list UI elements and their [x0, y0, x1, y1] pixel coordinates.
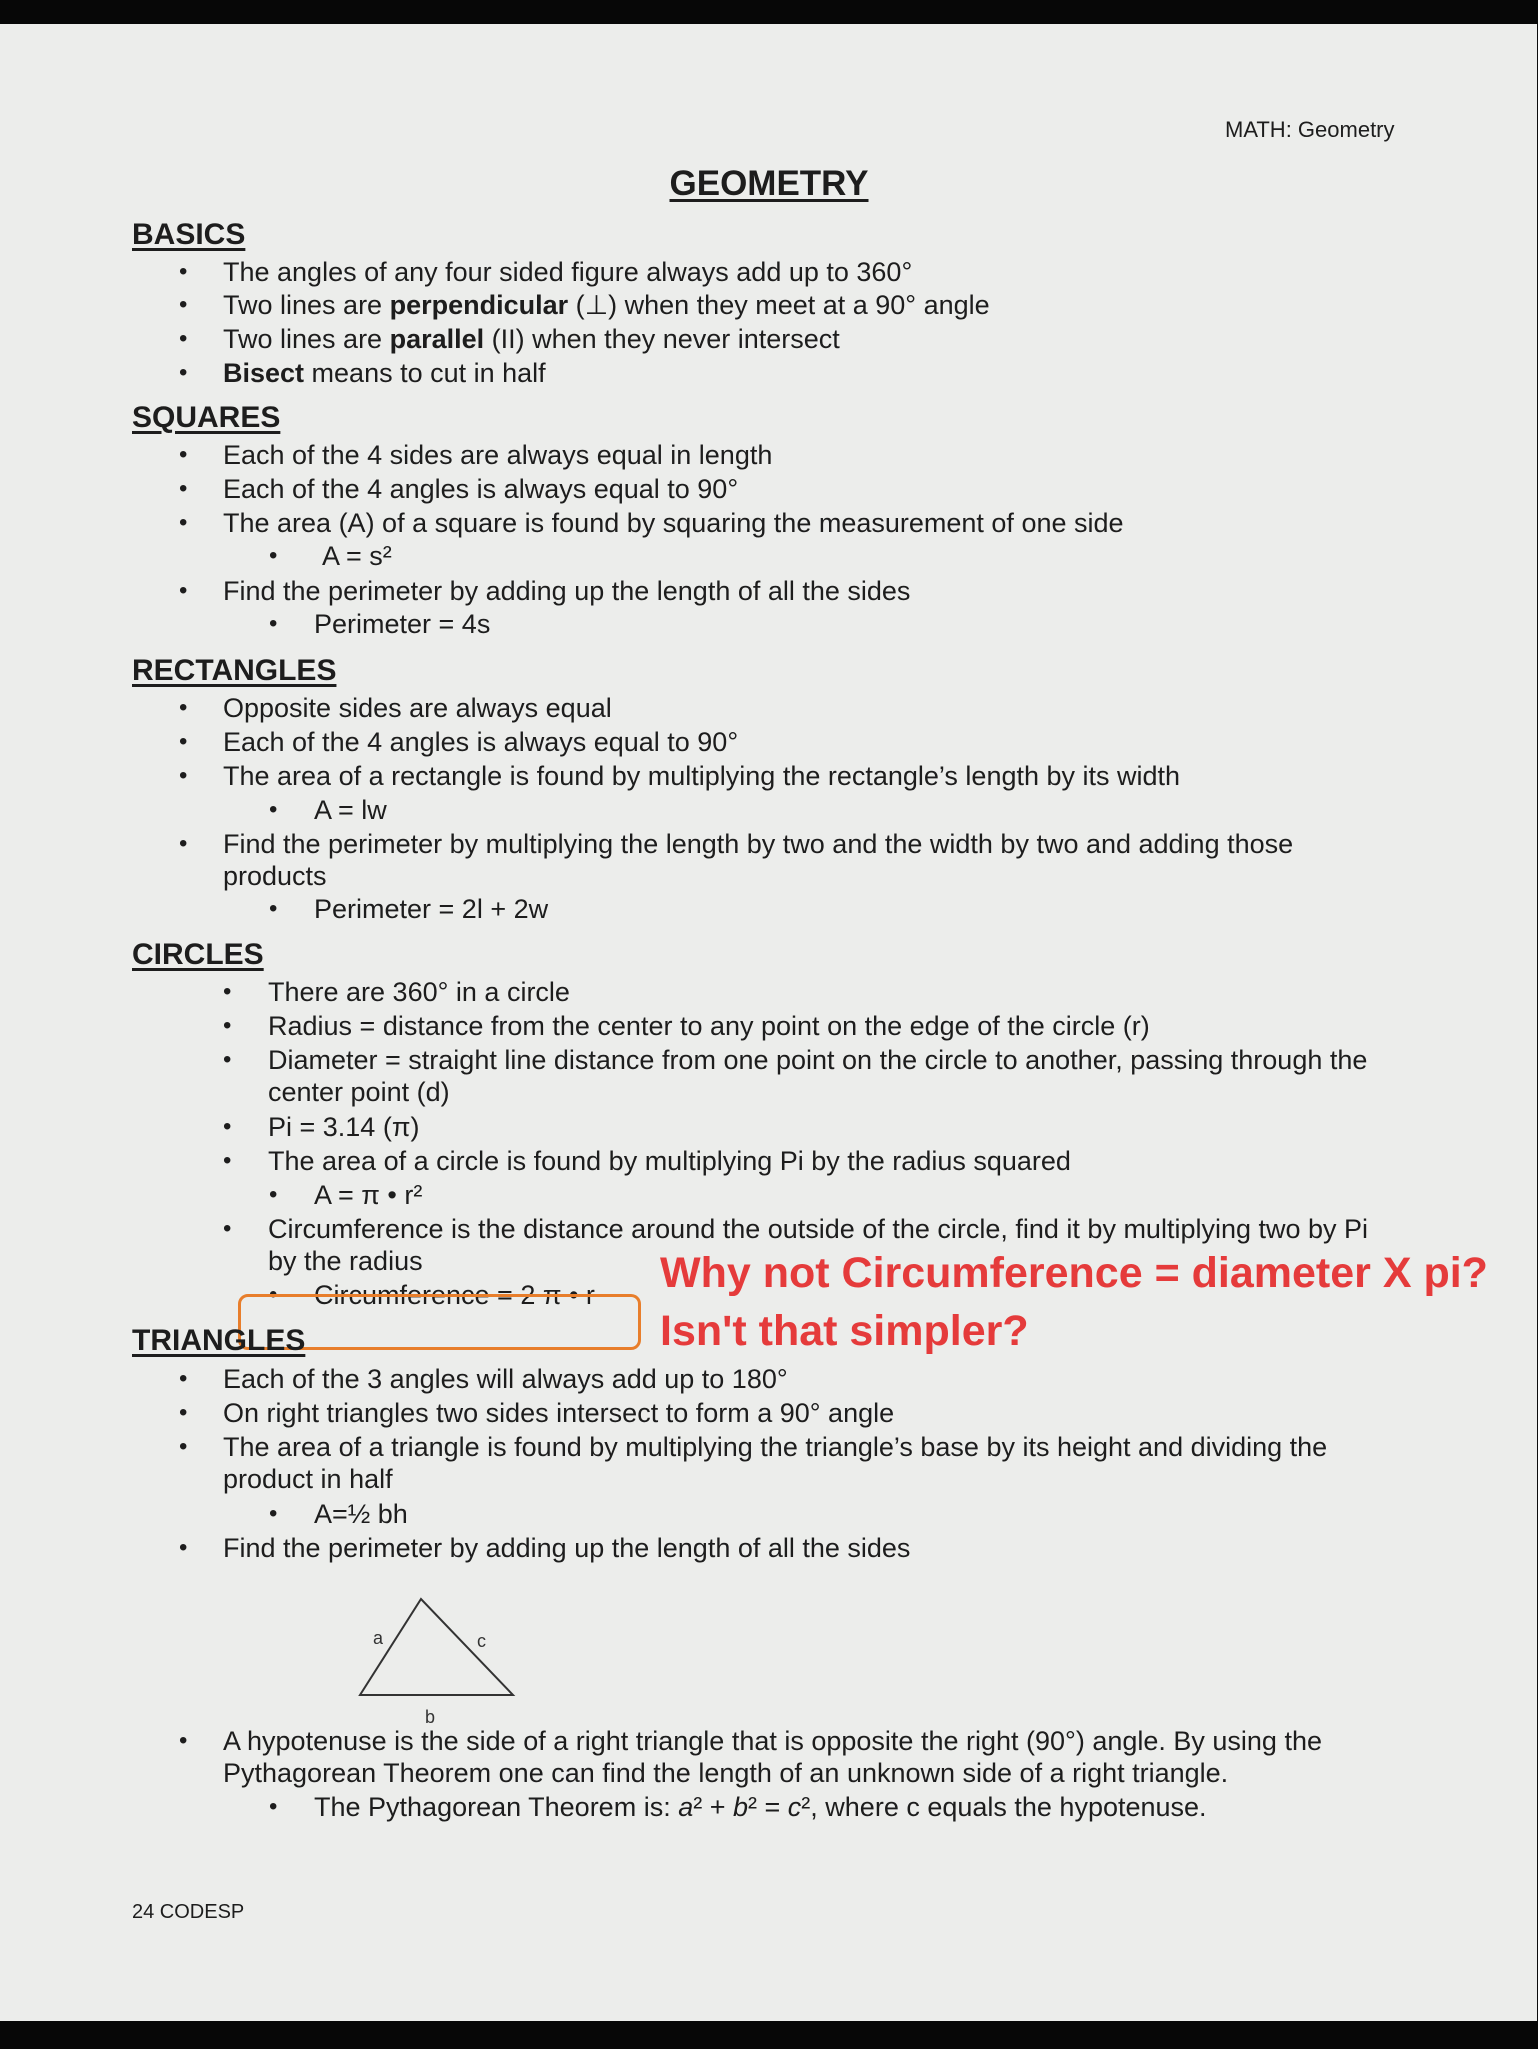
list-item: • Each of the 4 angles is always equal to 90° — [179, 727, 739, 757]
list-item: • Diameter = straight line distance from one point on the circle to another, passing through the — [223, 1045, 1368, 1075]
list-item: • Bisect means to cut in half — [179, 358, 546, 388]
list-item: • Two lines are parallel (II) when they never intersect — [179, 324, 840, 354]
list-item: • Circumference is the distance around the outside of the circle, find it by multiplying two by Pi — [223, 1214, 1369, 1244]
section-heading-rectangles: RECTANGLES — [132, 654, 337, 687]
sub-list-item: • A = π • r² — [269, 1180, 423, 1210]
list-item: • A hypotenuse is the side of a right triangle that is opposite the right (90°) angle. By using the — [179, 1726, 1322, 1756]
list-item: • The area of a circle is found by multiplying Pi by the radius squared — [223, 1146, 1071, 1176]
bottom-black-bar — [0, 2021, 1538, 2049]
list-item-continuation: products — [223, 861, 327, 891]
sub-list-item: • A = lw — [269, 795, 387, 825]
list-item: • Find the perimeter by multiplying the length by two and the width by two and adding those — [179, 829, 1294, 859]
list-item: • Two lines are perpendicular (⊥) when they meet at a 90° angle — [179, 290, 990, 320]
list-item: • The angles of any four sided figure always add up to 360° — [179, 257, 913, 287]
list-item: • The area of a triangle is found by multiplying the triangle’s base by its height and dividing the — [179, 1432, 1328, 1462]
section-heading-squares: SQUARES — [132, 401, 281, 434]
list-item: • Find the perimeter by adding up the length of all the sides — [179, 1533, 911, 1563]
parallel-text: Two lines are parallel (II) when they never intersect — [223, 324, 840, 354]
header-subject: MATH: Geometry — [1225, 117, 1395, 142]
circumference-formula: • Circumference = 2 π • r — [269, 1280, 595, 1310]
list-item: • The area of a rectangle is found by multiplying the rectangle’s length by its width — [179, 761, 1181, 791]
sub-list-item: • Perimeter = 4s — [269, 609, 491, 639]
list-item-continuation: Pythagorean Theorem one can find the length of an unknown side of a right triangle. — [223, 1758, 1229, 1788]
top-black-bar — [0, 0, 1538, 24]
list-item: • Pi = 3.14 (π) — [223, 1112, 420, 1142]
list-item-continuation: by the radius — [268, 1246, 423, 1276]
list-item: • Each of the 4 sides are always equal in length — [179, 440, 773, 470]
page-footer: 24 CODESP — [132, 1901, 245, 1923]
annotation-comment-line1: Why not Circumference = diameter X pi? — [660, 1249, 1488, 1297]
sub-list-item: • A = s² — [269, 541, 392, 571]
page-title: GEOMETRY — [669, 164, 869, 203]
section-heading-circles: CIRCLES — [132, 938, 264, 971]
list-item: • There are 360° in a circle — [223, 977, 570, 1007]
list-item: • Find the perimeter by adding up the length of all the sides — [179, 576, 911, 606]
list-item-continuation: product in half — [223, 1464, 393, 1494]
section-heading-triangles: TRIANGLES — [132, 1324, 306, 1357]
triangle-label-c: c — [477, 1631, 486, 1651]
list-item-continuation: center point (d) — [268, 1077, 450, 1107]
triangle-label-a: a — [373, 1628, 384, 1648]
triangle-diagram — [355, 1589, 525, 1729]
list-item: • Each of the 3 angles will always add up to 180° — [179, 1364, 788, 1394]
document-page — [0, 24, 1537, 2021]
perpendicular-text: Two lines are perpendicular (⊥) when they meet at a 90° angle — [223, 290, 990, 320]
sub-list-item: • A=½ bh — [269, 1499, 408, 1529]
list-item: • Opposite sides are always equal — [179, 693, 612, 723]
annotation-comment-line2: Isn't that simpler? — [660, 1307, 1029, 1355]
bisect-text: Bisect means to cut in half — [223, 358, 546, 388]
sub-list-item: • Perimeter = 2l + 2w — [269, 894, 549, 924]
list-item: • Each of the 4 angles is always equal to 90° — [179, 474, 739, 504]
list-item: • On right triangles two sides intersect to form a 90° angle — [179, 1398, 895, 1428]
list-item: • Radius = distance from the center to any point on the edge of the circle (r) — [223, 1011, 1150, 1041]
pythagorean-text: The Pythagorean Theorem is: a² + b² = c², where c equals the hypotenuse. — [314, 1792, 1207, 1822]
list-item: • The area (A) of a square is found by squaring the measurement of one side — [179, 508, 1124, 538]
section-heading-basics: BASICS — [132, 218, 246, 251]
triangle-label-b: b — [425, 1707, 436, 1727]
sub-list-item: • The Pythagorean Theorem is: a² + b² = c², where c equals the hypotenuse. — [269, 1792, 1207, 1822]
